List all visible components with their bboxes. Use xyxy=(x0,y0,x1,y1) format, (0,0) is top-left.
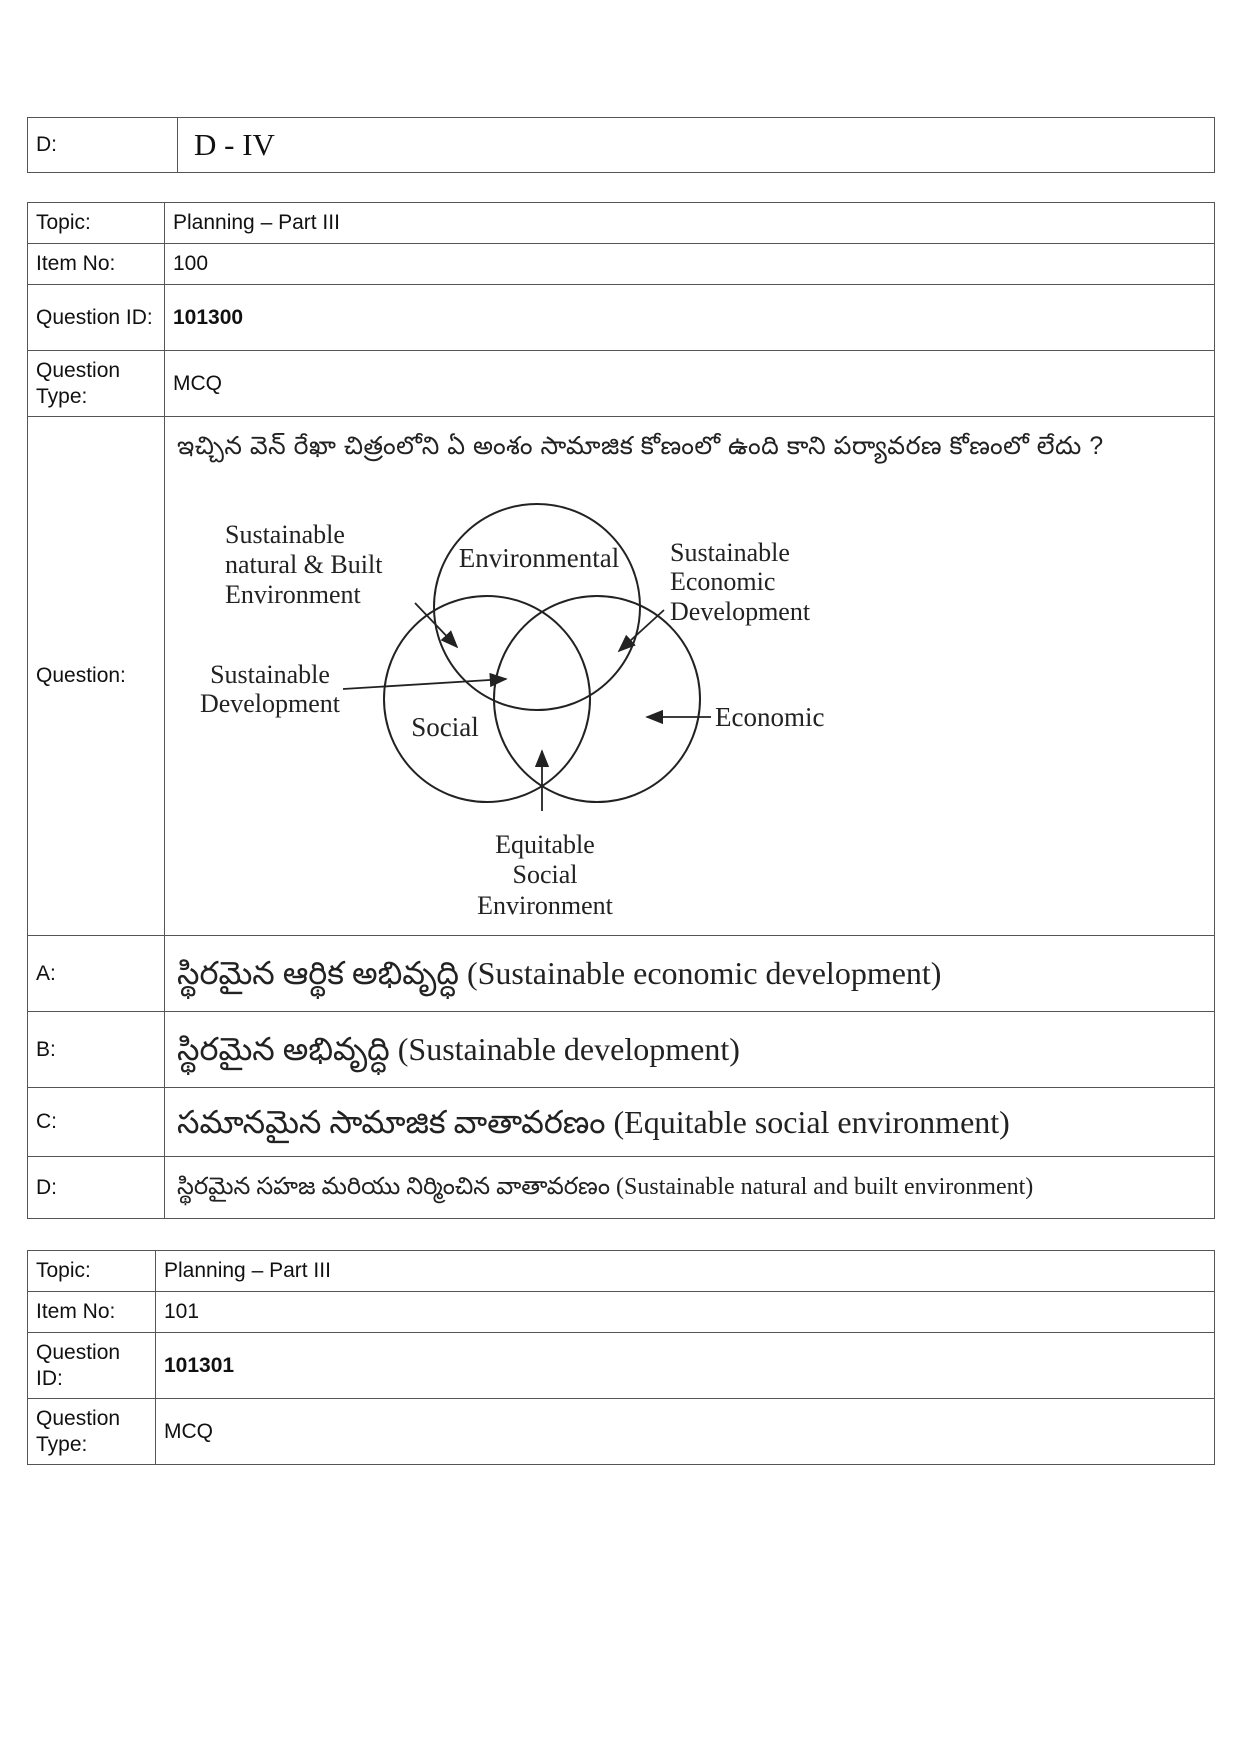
question-type-label: Question Type: xyxy=(28,351,165,417)
topic-value: Planning – Part III xyxy=(165,203,1215,244)
question-id-value: 101300 xyxy=(165,285,1215,351)
question-table-1 xyxy=(27,202,1215,1219)
economic-dev-arrow xyxy=(619,610,664,651)
option-d-text: స్థిరమైన సహజ మరియు నిర్మించిన వాతావరణం (Sustainable natural and built environment) xyxy=(165,1157,1215,1219)
equitable-line2: Social xyxy=(512,860,578,889)
sust-dev-line2: Development xyxy=(199,689,341,718)
option-b-text: స్థిరమైన అభివృద్ధి (Sustainable development) xyxy=(165,1012,1215,1088)
option-row-d xyxy=(28,1157,1215,1219)
question-id-value: 101301 xyxy=(156,1333,1215,1399)
option-a-label: A: xyxy=(28,936,165,1012)
question-type-row xyxy=(28,351,1215,417)
economic-dev-line3: Development xyxy=(670,597,811,626)
answer-key-value: D - IV xyxy=(178,118,1215,173)
equitable-line3: Environment xyxy=(477,891,613,920)
venn-diagram xyxy=(165,461,1195,921)
sust-dev-arrow xyxy=(343,679,506,689)
answer-key-table xyxy=(27,117,1215,173)
option-b-label: B: xyxy=(28,1012,165,1088)
option-c-label: C: xyxy=(28,1088,165,1157)
option-row-b xyxy=(28,1012,1215,1088)
environmental-circle xyxy=(434,504,640,710)
topic-value: Planning – Part III xyxy=(156,1251,1215,1292)
item-no-row xyxy=(28,1292,1215,1333)
question-id-row xyxy=(28,1333,1215,1399)
option-c-text: సమానమైన సామాజిక వాతావరణం (Equitable social environment) xyxy=(165,1088,1215,1157)
question-id-label: Question ID: xyxy=(28,285,165,351)
economic-dev-line2: Economic xyxy=(670,567,776,596)
sust-dev-line1: Sustainable xyxy=(210,660,330,689)
item-no-value: 101 xyxy=(156,1292,1215,1333)
question-type-value: MCQ xyxy=(156,1399,1215,1465)
option-d-label: D: xyxy=(28,1157,165,1219)
environmental-label: Environmental xyxy=(458,543,620,573)
item-no-label: Item No: xyxy=(28,1292,156,1333)
topic-label: Topic: xyxy=(28,1251,156,1292)
topic-row xyxy=(28,1251,1215,1292)
answer-key-label: D: xyxy=(28,118,178,173)
question-text: ఇచ్చిన వెన్ రేఖా చిత్రంలోని ఏ అంశం సామాజిక కోణంలో ఉంది కాని పర్యావరణ కోణంలో లేదు ? xyxy=(177,432,1104,460)
natural-built-line1: Sustainable xyxy=(225,520,345,549)
item-no-label: Item No: xyxy=(28,244,165,285)
economic-dev-line1: Sustainable xyxy=(670,538,790,567)
option-row-a xyxy=(28,936,1215,1012)
economic-label: Economic xyxy=(715,702,825,732)
question-type-row xyxy=(28,1399,1215,1465)
option-row-c xyxy=(28,1088,1215,1157)
social-label: Social xyxy=(411,712,479,742)
economic-circle xyxy=(494,596,700,802)
question-row xyxy=(28,417,1215,936)
option-a-text: స్థిరమైన ఆర్థిక అభివృద్ధి (Sustainable economic development) xyxy=(165,936,1215,1012)
item-no-value: 100 xyxy=(165,244,1215,285)
answer-key-row xyxy=(28,118,1215,173)
question-cell xyxy=(165,417,1215,936)
question-type-value: MCQ xyxy=(165,351,1215,417)
equitable-line1: Equitable xyxy=(495,830,595,859)
question-type-label: Question Type: xyxy=(28,1399,156,1465)
question-id-row xyxy=(28,285,1215,351)
question-table-2 xyxy=(27,1250,1215,1465)
question-id-label: Question ID: xyxy=(28,1333,156,1399)
topic-row xyxy=(28,203,1215,244)
natural-built-line2: natural & Built xyxy=(225,550,383,579)
social-circle xyxy=(384,596,590,802)
natural-built-line3: Environment xyxy=(225,580,361,609)
topic-label: Topic: xyxy=(28,203,165,244)
item-no-row xyxy=(28,244,1215,285)
question-label: Question: xyxy=(28,417,165,936)
